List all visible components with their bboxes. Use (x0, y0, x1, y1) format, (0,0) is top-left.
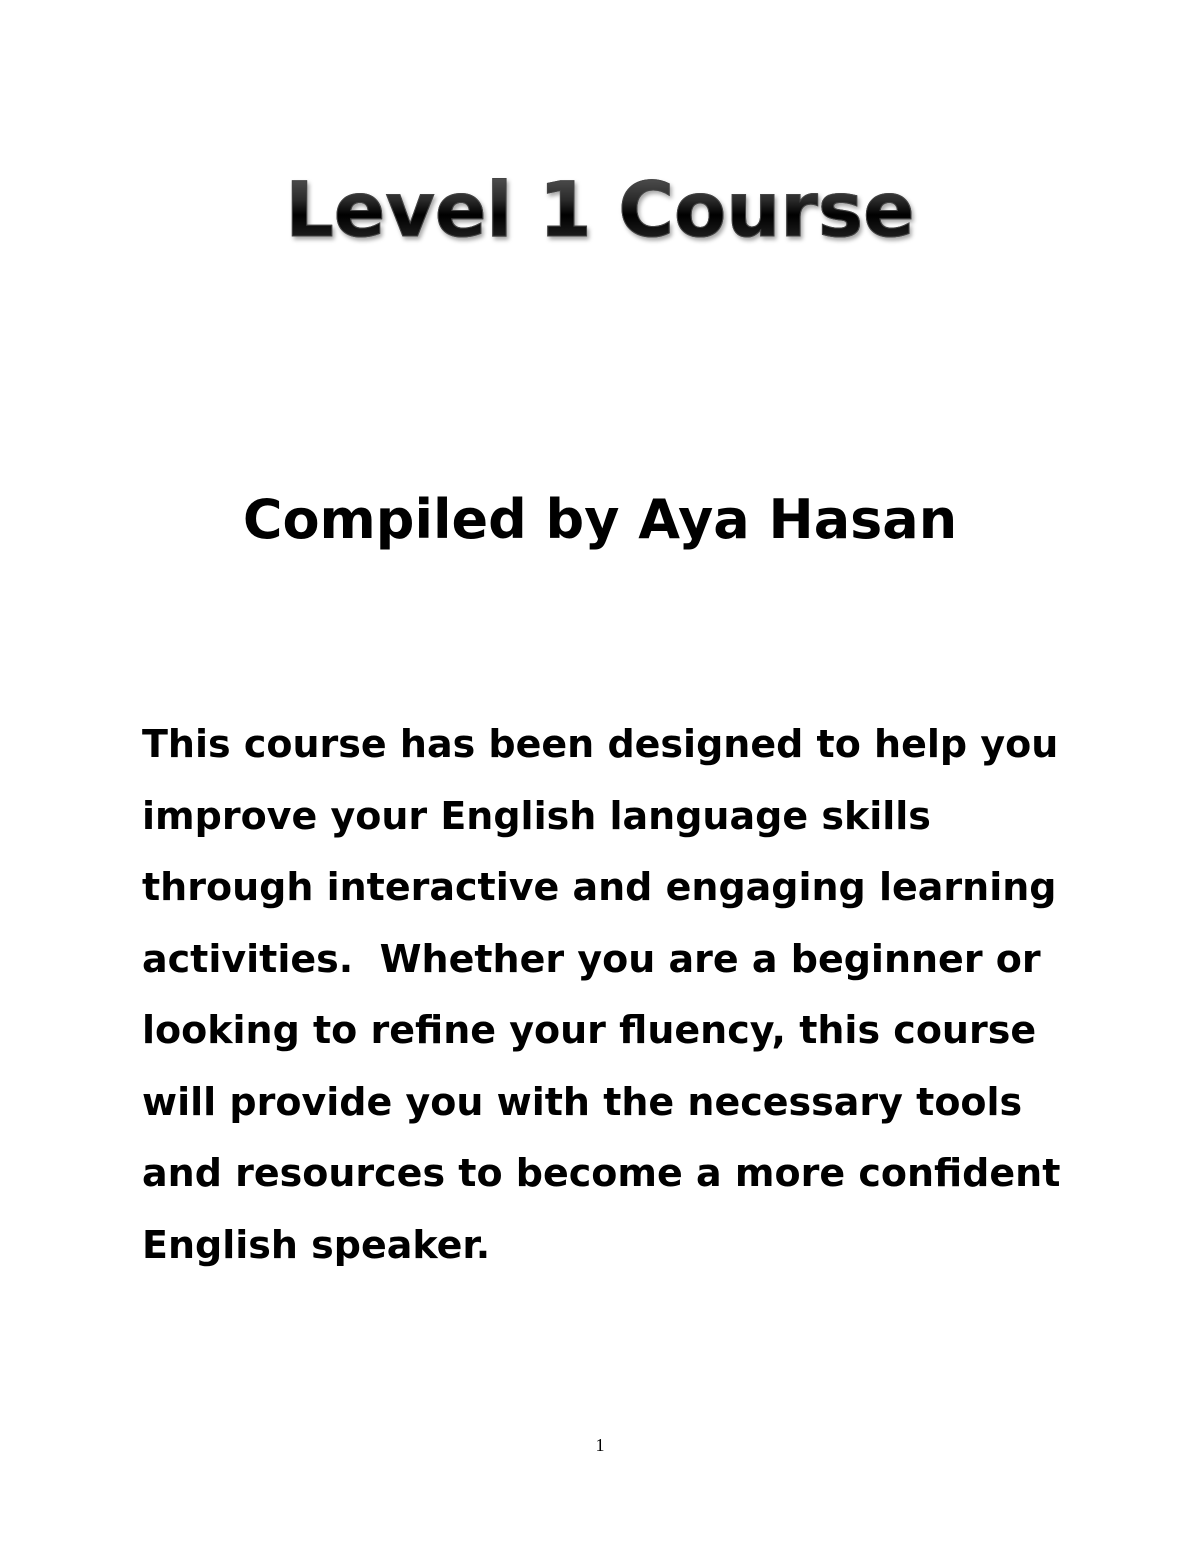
body-line: English speaker. (142, 1222, 491, 1267)
page-number: 1 (595, 1435, 605, 1455)
body-line: improve your English language skills (142, 793, 931, 838)
body-line: activities. Whether you are a beginner or (142, 936, 1041, 981)
body-line: and resources to become a more confident (142, 1151, 1061, 1195)
body-line: through interactive and engaging learning (142, 865, 1057, 909)
document-title: Level 1 Course (0, 160, 1200, 260)
body-line: will provide you with the necessary tools (142, 1079, 1023, 1124)
body-line: looking to refine your fluency, this course (142, 1008, 1037, 1052)
document-subtitle: Compiled by Aya Hasan (242, 488, 958, 551)
body-paragraph (142, 709, 1072, 1281)
body-line: This course has been designed to help you (142, 722, 1059, 766)
